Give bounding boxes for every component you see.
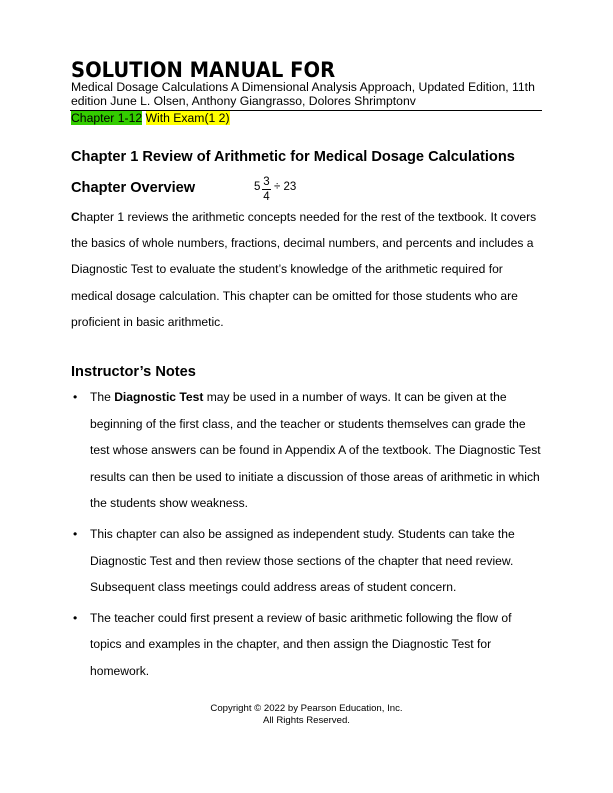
list-item: [71, 605, 546, 685]
bullet-icon: •: [73, 610, 78, 625]
list-item: [71, 521, 546, 601]
item1-bold: Diagnostic Test: [114, 390, 204, 404]
bullet-icon: •: [73, 526, 78, 541]
mixed-number-expression: [254, 176, 314, 204]
chapter-range-highlight: Chapter 1-12: [71, 111, 143, 125]
dropcap-letter: C: [71, 210, 80, 224]
item3-text: The teacher could first present a review of basic arithmetic following the flow of topics and examples in the chapter, and then assign the Diagnostic Test for homework.: [90, 610, 512, 678]
chapter-title: Chapter 1 Review of Arithmetic for Medical Dosage Calculations: [71, 149, 515, 165]
exam-note-highlight: With Exam(1 2): [145, 111, 230, 125]
list-item: [71, 384, 546, 517]
math-whole: 5: [254, 181, 261, 193]
copyright-line: Copyright © 2022 by Pearson Education, Inc.: [210, 703, 403, 714]
overview-heading: Chapter Overview: [71, 180, 196, 196]
math-denominator: 4: [263, 191, 270, 203]
instructors-notes-heading: Instructor’s Notes: [71, 364, 196, 380]
notes-list: [71, 384, 546, 689]
page-footer: [0, 703, 613, 726]
solution-manual-title: SOLUTION MANUAL FOR: [71, 58, 336, 82]
overview-text: hapter 1 reviews the arithmetic concepts needed for the rest of the textbook. It covers the basics of whole numbers, fractions, decimal numbers, and percents and includes a Diagnostic Test to evaluate the student’s knowledge of the arithmetic required for medical dosage calculation. This chapter can be omitted for those students who are proficient in basic arithmetic.: [71, 210, 537, 329]
fraction-bar: [262, 189, 271, 190]
rights-line: All Rights Reserved.: [263, 714, 350, 726]
math-fraction: [262, 176, 271, 203]
overview-paragraph: [71, 204, 541, 335]
book-subtitle: Medical Dosage Calculations A Dimensional Analysis Approach, Updated Edition, 11th edition June L. Olsen, Anthony Giangrasso, Dolores Shrimptonv: [71, 80, 535, 108]
item2-text: This chapter can also be assigned as independent study. Students can take the Diagnostic Test and then review those sections of the chapter that need review. Subsequent class meetings could address areas of student concern.: [90, 526, 515, 595]
chapter-tag: [71, 111, 230, 125]
math-numerator: 3: [263, 176, 270, 188]
item1-pre: The: [90, 390, 115, 404]
item1-post: may be used in a number of ways. It can be given at the beginning of the first class, and the teacher or students themselves can grade the test whose answers can be found in Appendix A of the textbook. The Diagnostic Test results can then be used to initiate a discussion of those areas of arithmetic in which the students show weakness.: [90, 390, 541, 511]
bullet-icon: •: [73, 390, 78, 404]
math-divide-term: ÷ 23: [274, 181, 297, 193]
